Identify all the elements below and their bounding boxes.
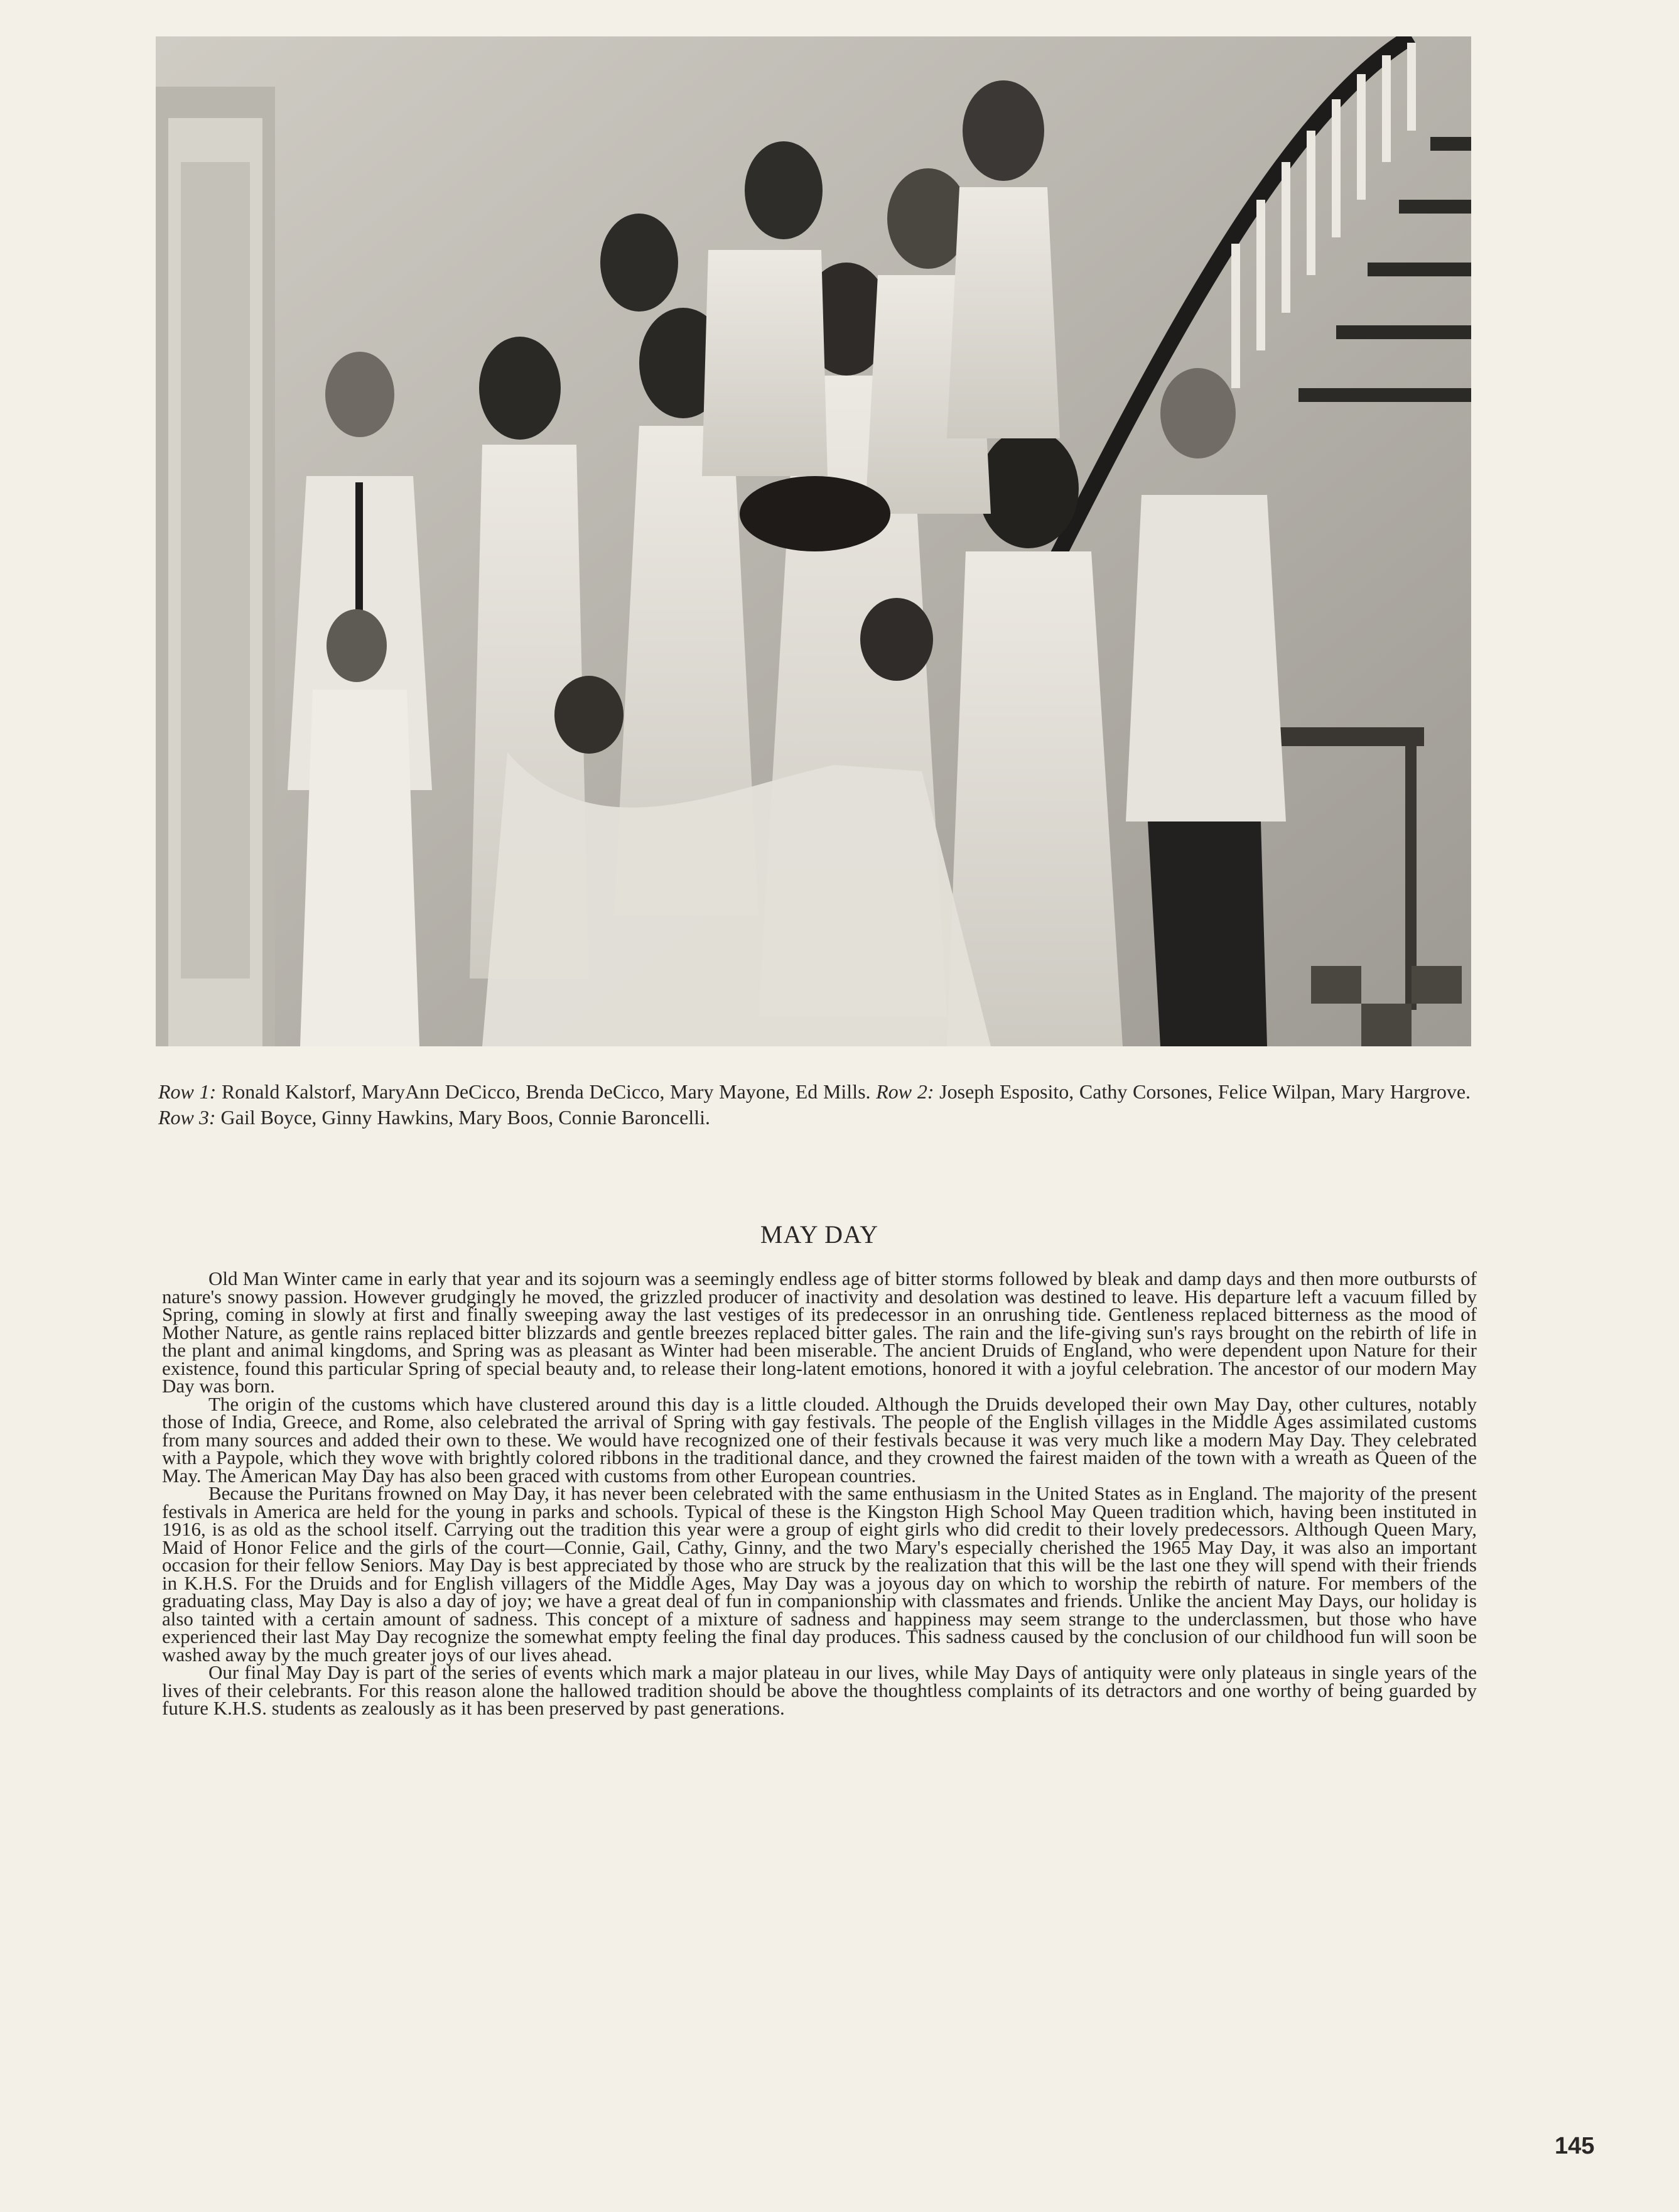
article-paragraph: Our final May Day is part of the series of events which mark a major plateau in our lives, while May Days of antiquity were only plateaus in single years of the lives of their celebrants. For this reason alone the hallowed tradition should be above the thoughtless complaints of its detractors and one worthy of being guarded by future K.H.S. students as zealously as it has been preserved by past generations. xyxy=(162,1661,1477,1719)
caption-row1-names: Ronald Kalstorf, MaryAnn DeCicco, Brenda DeCicco, Mary Mayone, Ed Mills. xyxy=(216,1080,877,1103)
article-paragraph: Because the Puritans frowned on May Day, it has never been celebrated with the same enthusiasm in the United States as in England. The majority of the present festivals in America are held for the young in parks and schools. Typical of these is the Kingston High School May Queen tradition which, having been instituted in 1916, is as old as the school itself. Carrying out the tradition this year were a group of eight girls who did credit to their lovely predecessors. Although Queen Mary, Maid of Honor Felice and the girls of the court—Connie, Gail, Cathy, Ginny, and the two Mary's especially cherished the 1965 May Day, it was also an important occasion for their fellow Seniors. May Day is best appreciated by those who are struck by the realization that this will be the last one they will spend with their friends in K.H.S. For the Druids and for English villagers of the Middle Ages, May Day was a joyous day on which to worship the rebirth of nature. For members of the graduating class, May Day is also a day of joy; we have a great deal of fun in companionship with classmates and friends. Unlike the ancient May Days, our holiday is also tainted with a certain amount of sadness. This concept of a mixture of sadness and happiness may seem strange to the underclassmen, but those who have experienced their last May Day recognize the somewhat empty feeling the final day produces. This sadness caused by the conclusion of our childhood fun will soon be washed away by the much greater joys of our lives ahead. xyxy=(162,1482,1477,1666)
photo-caption xyxy=(158,1079,1471,1130)
caption-row2-label: Row 2: xyxy=(876,1080,934,1103)
group-portrait-photo xyxy=(156,36,1471,1046)
caption-row3-names: Gail Boyce, Ginny Hawkins, Mary Boos, Connie Baroncelli. xyxy=(215,1106,710,1129)
caption-row2-names: Joseph Esposito, Cathy Corsones, Felice Wilpan, Mary Hargrove. xyxy=(934,1080,1471,1103)
article-title: MAY DAY xyxy=(760,1220,879,1249)
caption-row1-label: Row 1: xyxy=(158,1080,217,1103)
article-body xyxy=(162,1267,1477,1719)
article-paragraph: The origin of the customs which have clustered around this day is a little clouded. Although the Druids developed their own May Day, other cultures, notably those of India, Greece, and Rome, also celebrated the arrival of Spring with gay festivals. The people of the English villages in the Middle Ages assimilated customs from many sources and added their own to these. We would have recognized one of their festivals because it was very much like a modern May Day. They celebrated with a Paypole, which they wove with brightly colored ribbons in the traditional dance, and they crowned the fairest maiden of the town with a wreath as Queen of the May. The American May Day has also been graced with customs from other European countries. xyxy=(162,1392,1477,1487)
caption-row3-label: Row 3: xyxy=(158,1106,216,1129)
page-number: 145 xyxy=(1555,2133,1595,2159)
article-paragraph: Old Man Winter came in early that year and its sojourn was a seemingly endless age of bitter storms followed by bleak and damp days and then more outbursts of nature's snowy passion. However grudgingly he moved, the grizzled producer of inactivity and desolation was destined to leave. His departure left a vacuum filled by Spring, coming in slowly at first and finally sweeping away the last vestiges of its predecessor in an onrushing tide. Gentleness replaced bitterness as the mood of Mother Nature, as gentle rains replaced bitter blizzards and gentle breezes replaced bitter gales. The rain and the life-giving sun's rays brought on the rebirth of life in the plant and animal kingdoms, and Spring was as pleasant as Winter had been miserable. The ancient Druids of England, who were dependent upon Nature for their existence, found this particular Spring of special beauty and, to release their long-latent emotions, honored it with a joyful celebration. The ancestor of our modern May Day was born. xyxy=(162,1267,1477,1397)
